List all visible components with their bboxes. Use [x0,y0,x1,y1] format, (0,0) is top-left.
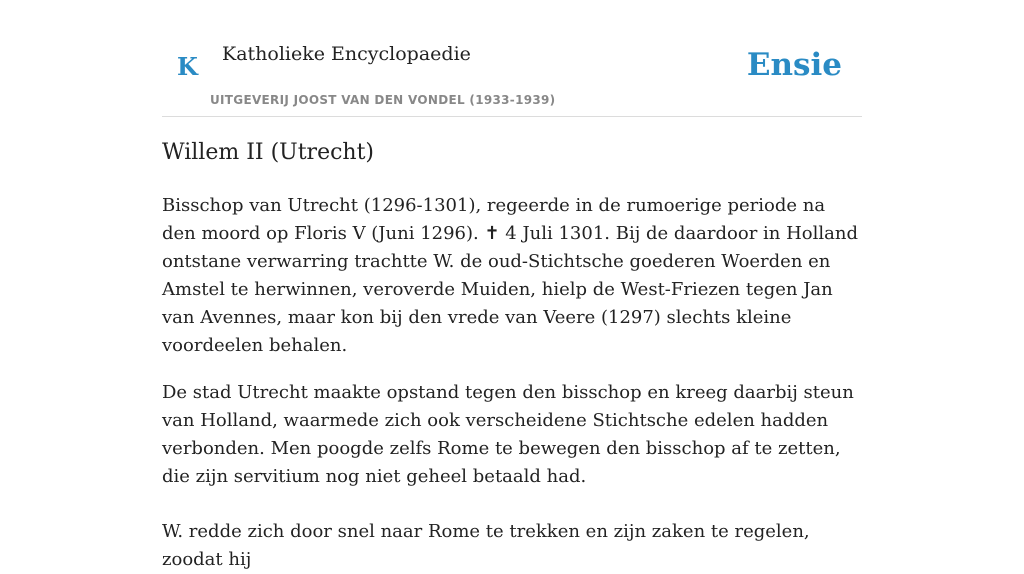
publisher-line: UITGEVERIJ JOOST VAN DEN VONDEL (1933-1939) [210,93,556,107]
article-title: Willem II (Utrecht) [162,140,374,165]
source-title[interactable]: Katholieke Encyclopaedie [222,43,471,65]
article-paragraph: W. redde zich door snel naar Rome te trekken en zijn zaken te regelen, zoodat hij [162,521,810,570]
brand-logo[interactable]: Ensie [746,47,842,83]
article-paragraph: Bisschop van Utrecht (1296-1301), regeerde in de rumoerige periode na den moord op Floris V (Juni 1296). ✝ 4 Juli 1301. Bij de daardoor in Holland ontstane verwarring trachtte W. de oud-Stichtsche goederen Woerden en Amstel te herwinnen, veroverde Muiden, hielp de West-Friezen tegen Jan van Avennes, maar kon bij den vrede van Veere (1297) slechts kleine voordeelen behalen. [162,195,858,356]
article-paragraph: De stad Utrecht maakte opstand tegen den bisschop en kreeg daarbij steun van Holland, waarmede zich ook verscheidene Stichtsche edelen hadden verbonden. Men poogde zelfs Rome te bewegen den bisschop af te zetten, die zijn servitium nog niet geheel betaald had. [162,382,854,487]
site-header [162,0,862,117]
source-logo[interactable]: K [177,52,198,81]
article-body [162,192,862,574]
